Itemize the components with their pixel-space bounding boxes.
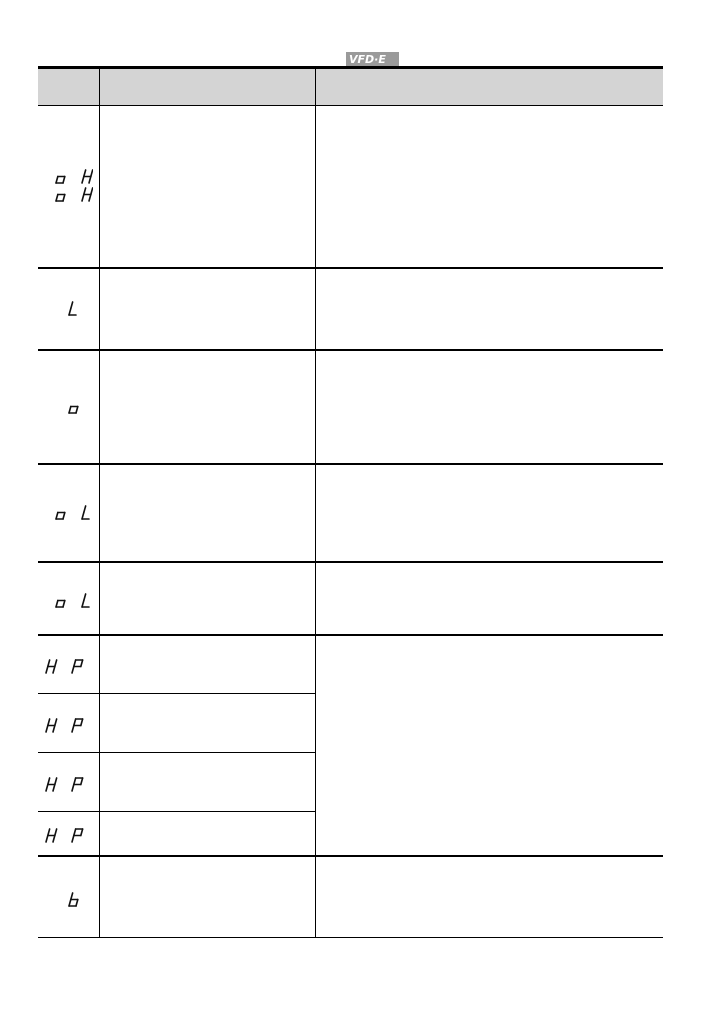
- segment: [82, 601, 84, 608]
- segment: [69, 308, 71, 315]
- segment: [55, 829, 57, 836]
- description-cell: [99, 464, 315, 562]
- segment: [56, 177, 58, 184]
- segment: [71, 302, 73, 309]
- code-oh1: [56, 170, 93, 183]
- segment: [56, 512, 58, 519]
- segment: [82, 512, 84, 519]
- fault-code-cell: [38, 106, 99, 268]
- action-cell: [315, 268, 663, 350]
- table-row: [38, 464, 663, 562]
- fault-code-cell: [38, 464, 99, 562]
- action-cell: [315, 106, 663, 268]
- header-fault-name: [38, 68, 99, 106]
- table-row: [38, 856, 663, 938]
- code-ol2: [56, 594, 93, 607]
- segment: [53, 726, 55, 733]
- segment: [71, 893, 73, 900]
- segment: [46, 785, 48, 792]
- code-ol: [69, 400, 93, 413]
- segment: [82, 195, 84, 202]
- segment: [74, 719, 76, 726]
- seven-segment-code: [43, 398, 93, 416]
- segment: [72, 667, 74, 674]
- vfd-e-logo: [346, 52, 399, 66]
- seven-segment-code: [43, 891, 93, 909]
- segment: [72, 785, 74, 792]
- seven-segment-code: [40, 658, 96, 676]
- table-row: [38, 350, 663, 464]
- action-cell: [315, 350, 663, 464]
- segment: [69, 406, 71, 413]
- fault-code-cell: [38, 268, 99, 350]
- seven-segment-code: [40, 827, 96, 845]
- fault-code-cell: [38, 812, 99, 856]
- table-row: [38, 562, 663, 635]
- code-lv: [69, 302, 93, 315]
- segment: [74, 660, 76, 667]
- segment: [72, 726, 74, 733]
- fault-code-cell: [38, 856, 99, 938]
- fault-code-cell: [38, 562, 99, 635]
- description-cell: [99, 856, 315, 938]
- segment: [55, 778, 57, 785]
- segment: [82, 177, 84, 184]
- segment: [89, 195, 91, 202]
- description-cell: [99, 635, 315, 694]
- fault-code-cell: [38, 694, 99, 753]
- segment: [72, 836, 74, 843]
- seven-segment-code: [40, 717, 96, 735]
- fault-code-cell: [38, 635, 99, 694]
- segment: [48, 719, 50, 726]
- segment: [63, 601, 65, 608]
- segment: [91, 188, 93, 195]
- description-cell: [99, 753, 315, 812]
- table-row: [38, 268, 663, 350]
- segment: [74, 829, 76, 836]
- segment: [63, 177, 65, 184]
- segment: [56, 195, 58, 202]
- action-cell: [315, 856, 663, 938]
- segment: [48, 829, 50, 836]
- segment: [55, 660, 57, 667]
- seven-segment-code: [43, 300, 93, 318]
- segment: [53, 667, 55, 674]
- action-cell: [315, 464, 663, 562]
- description-cell: [99, 106, 315, 268]
- segment: [55, 719, 57, 726]
- seven-segment-code: [40, 776, 96, 794]
- seven-segment-code: [43, 504, 93, 522]
- description-cell: [99, 350, 315, 464]
- segment: [81, 719, 83, 726]
- segment: [76, 899, 78, 906]
- table-row: [38, 635, 663, 694]
- segment: [53, 836, 55, 843]
- description-cell: [99, 562, 315, 635]
- table-row: [38, 106, 663, 268]
- segment: [84, 188, 86, 195]
- segment: [46, 836, 48, 843]
- segment: [63, 195, 65, 202]
- code-oh2: [56, 188, 93, 201]
- seven-segment-code: [43, 168, 93, 204]
- segment: [84, 506, 86, 513]
- segment: [91, 170, 93, 177]
- code-hpf4: [46, 829, 96, 842]
- segment: [48, 660, 50, 667]
- segment: [56, 601, 58, 608]
- code-bb: [69, 893, 93, 906]
- seven-segment-code: [43, 592, 93, 610]
- header-fault-descriptions: [99, 68, 315, 106]
- description-cell: [99, 268, 315, 350]
- description-cell: [99, 812, 315, 856]
- description-cell: [99, 694, 315, 753]
- header-corrective-actions: [315, 68, 663, 106]
- code-ol1: [56, 506, 93, 519]
- segment: [46, 726, 48, 733]
- fault-code-cell: [38, 753, 99, 812]
- action-cell: [315, 562, 663, 635]
- segment: [63, 512, 65, 519]
- segment: [84, 170, 86, 177]
- segment: [89, 177, 91, 184]
- code-hpf1: [46, 660, 96, 673]
- fault-code-table: [38, 66, 663, 938]
- segment: [81, 660, 83, 667]
- table-header-row: [38, 68, 663, 106]
- code-hpf2: [46, 719, 96, 732]
- segment: [81, 778, 83, 785]
- segment: [53, 785, 55, 792]
- svg-text:VFD·E: VFD·E: [349, 53, 386, 66]
- code-hpf3: [46, 778, 96, 791]
- segment: [76, 406, 78, 413]
- segment: [84, 594, 86, 601]
- action-cell: [315, 635, 663, 856]
- segment: [46, 667, 48, 674]
- fault-code-cell: [38, 350, 99, 464]
- segment: [81, 829, 83, 836]
- segment: [74, 778, 76, 785]
- segment: [69, 899, 71, 906]
- segment: [48, 778, 50, 785]
